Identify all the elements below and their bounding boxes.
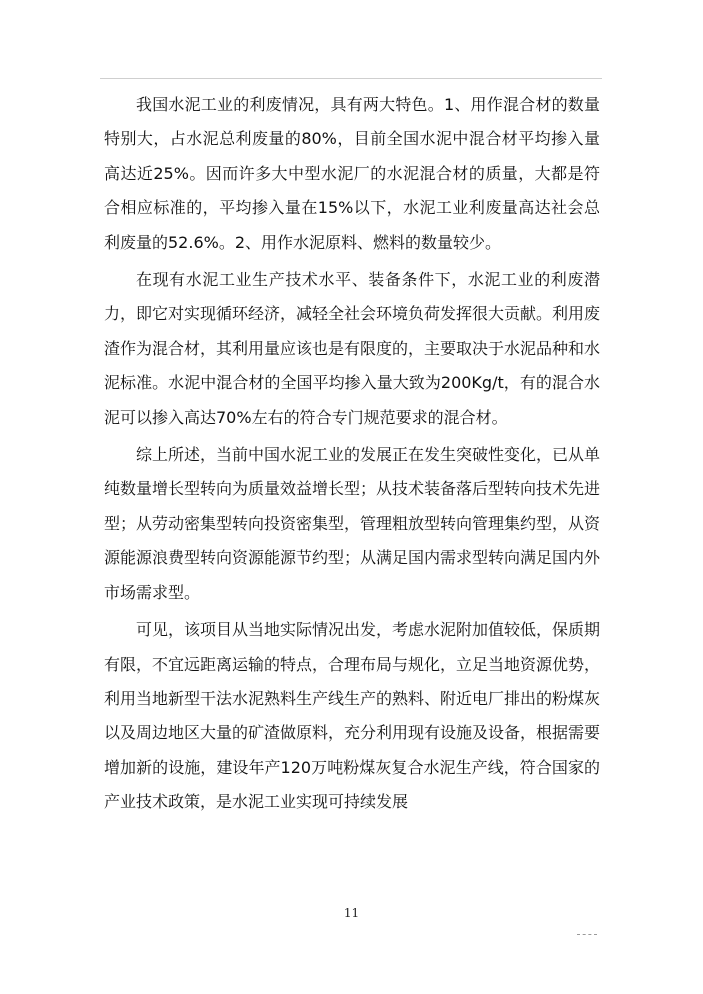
paragraph-4: 可见，该项目从当地实际情况出发，考虑水泥附加值较低，保质期有限，不宜远距离运输的特点，合理布局与规化，立足当地资源优势，利用当地新型干法水泥熟料生产线生产的熟料、附近电厂排出的粉煤灰以及周边地区大量的矿渣做原料，充分利用现有设施及设备，根据需要增加新的设施，建设年产120万吨粉煤灰复合水泥生产线，符合国家的产业技术政策，是水泥工业实现可持续发展	[104, 620, 601, 812]
paragraph-3: 综上所述，当前中国水泥工业的发展正在发生突破性变化，已从单纯数量增长型转向为质量效益增长型；从技术装备落后型转向技术先进型；从劳动密集型转向投资密集型，管理粗放型转向管理集约型，从资源能源浪费型转向资源能源节约型；从满足国内需求型转向满足国内外市场需求型。	[104, 445, 601, 602]
paragraph-1: 我国水泥工业的利废情况，具有两大特色。1、用作混合材的数量特别大，占水泥总利废量的80%，目前全国水泥中混合材平均掺入量高达近25%。因而许多大中型水泥厂的水泥混合材的质量，大都是符合相应标准的，平均掺入量在15%以下，水泥工业利废量高达社会总利废量的52.6%。2、用作水泥原料、燃料的数量较少。	[104, 95, 600, 252]
footer-mark	[577, 934, 597, 935]
page-number: 11	[343, 906, 360, 920]
document-body	[104, 88, 600, 823]
header-rule	[100, 78, 602, 79]
paragraph-2: 在现有水泥工业生产技术水平、装备条件下，水泥工业的利废潜力，即它对实现循环经济，减轻全社会环境负荷发挥很大贡献。利用废渣作为混合材，其利用量应该也是有限度的，主要取决于水泥品种和水泥标准。水泥中混合材的全国平均掺入量大致为200Kg/t，有的混合水泥可以掺入高达70%左右的符合专门规范要求的混合材。	[104, 270, 601, 427]
